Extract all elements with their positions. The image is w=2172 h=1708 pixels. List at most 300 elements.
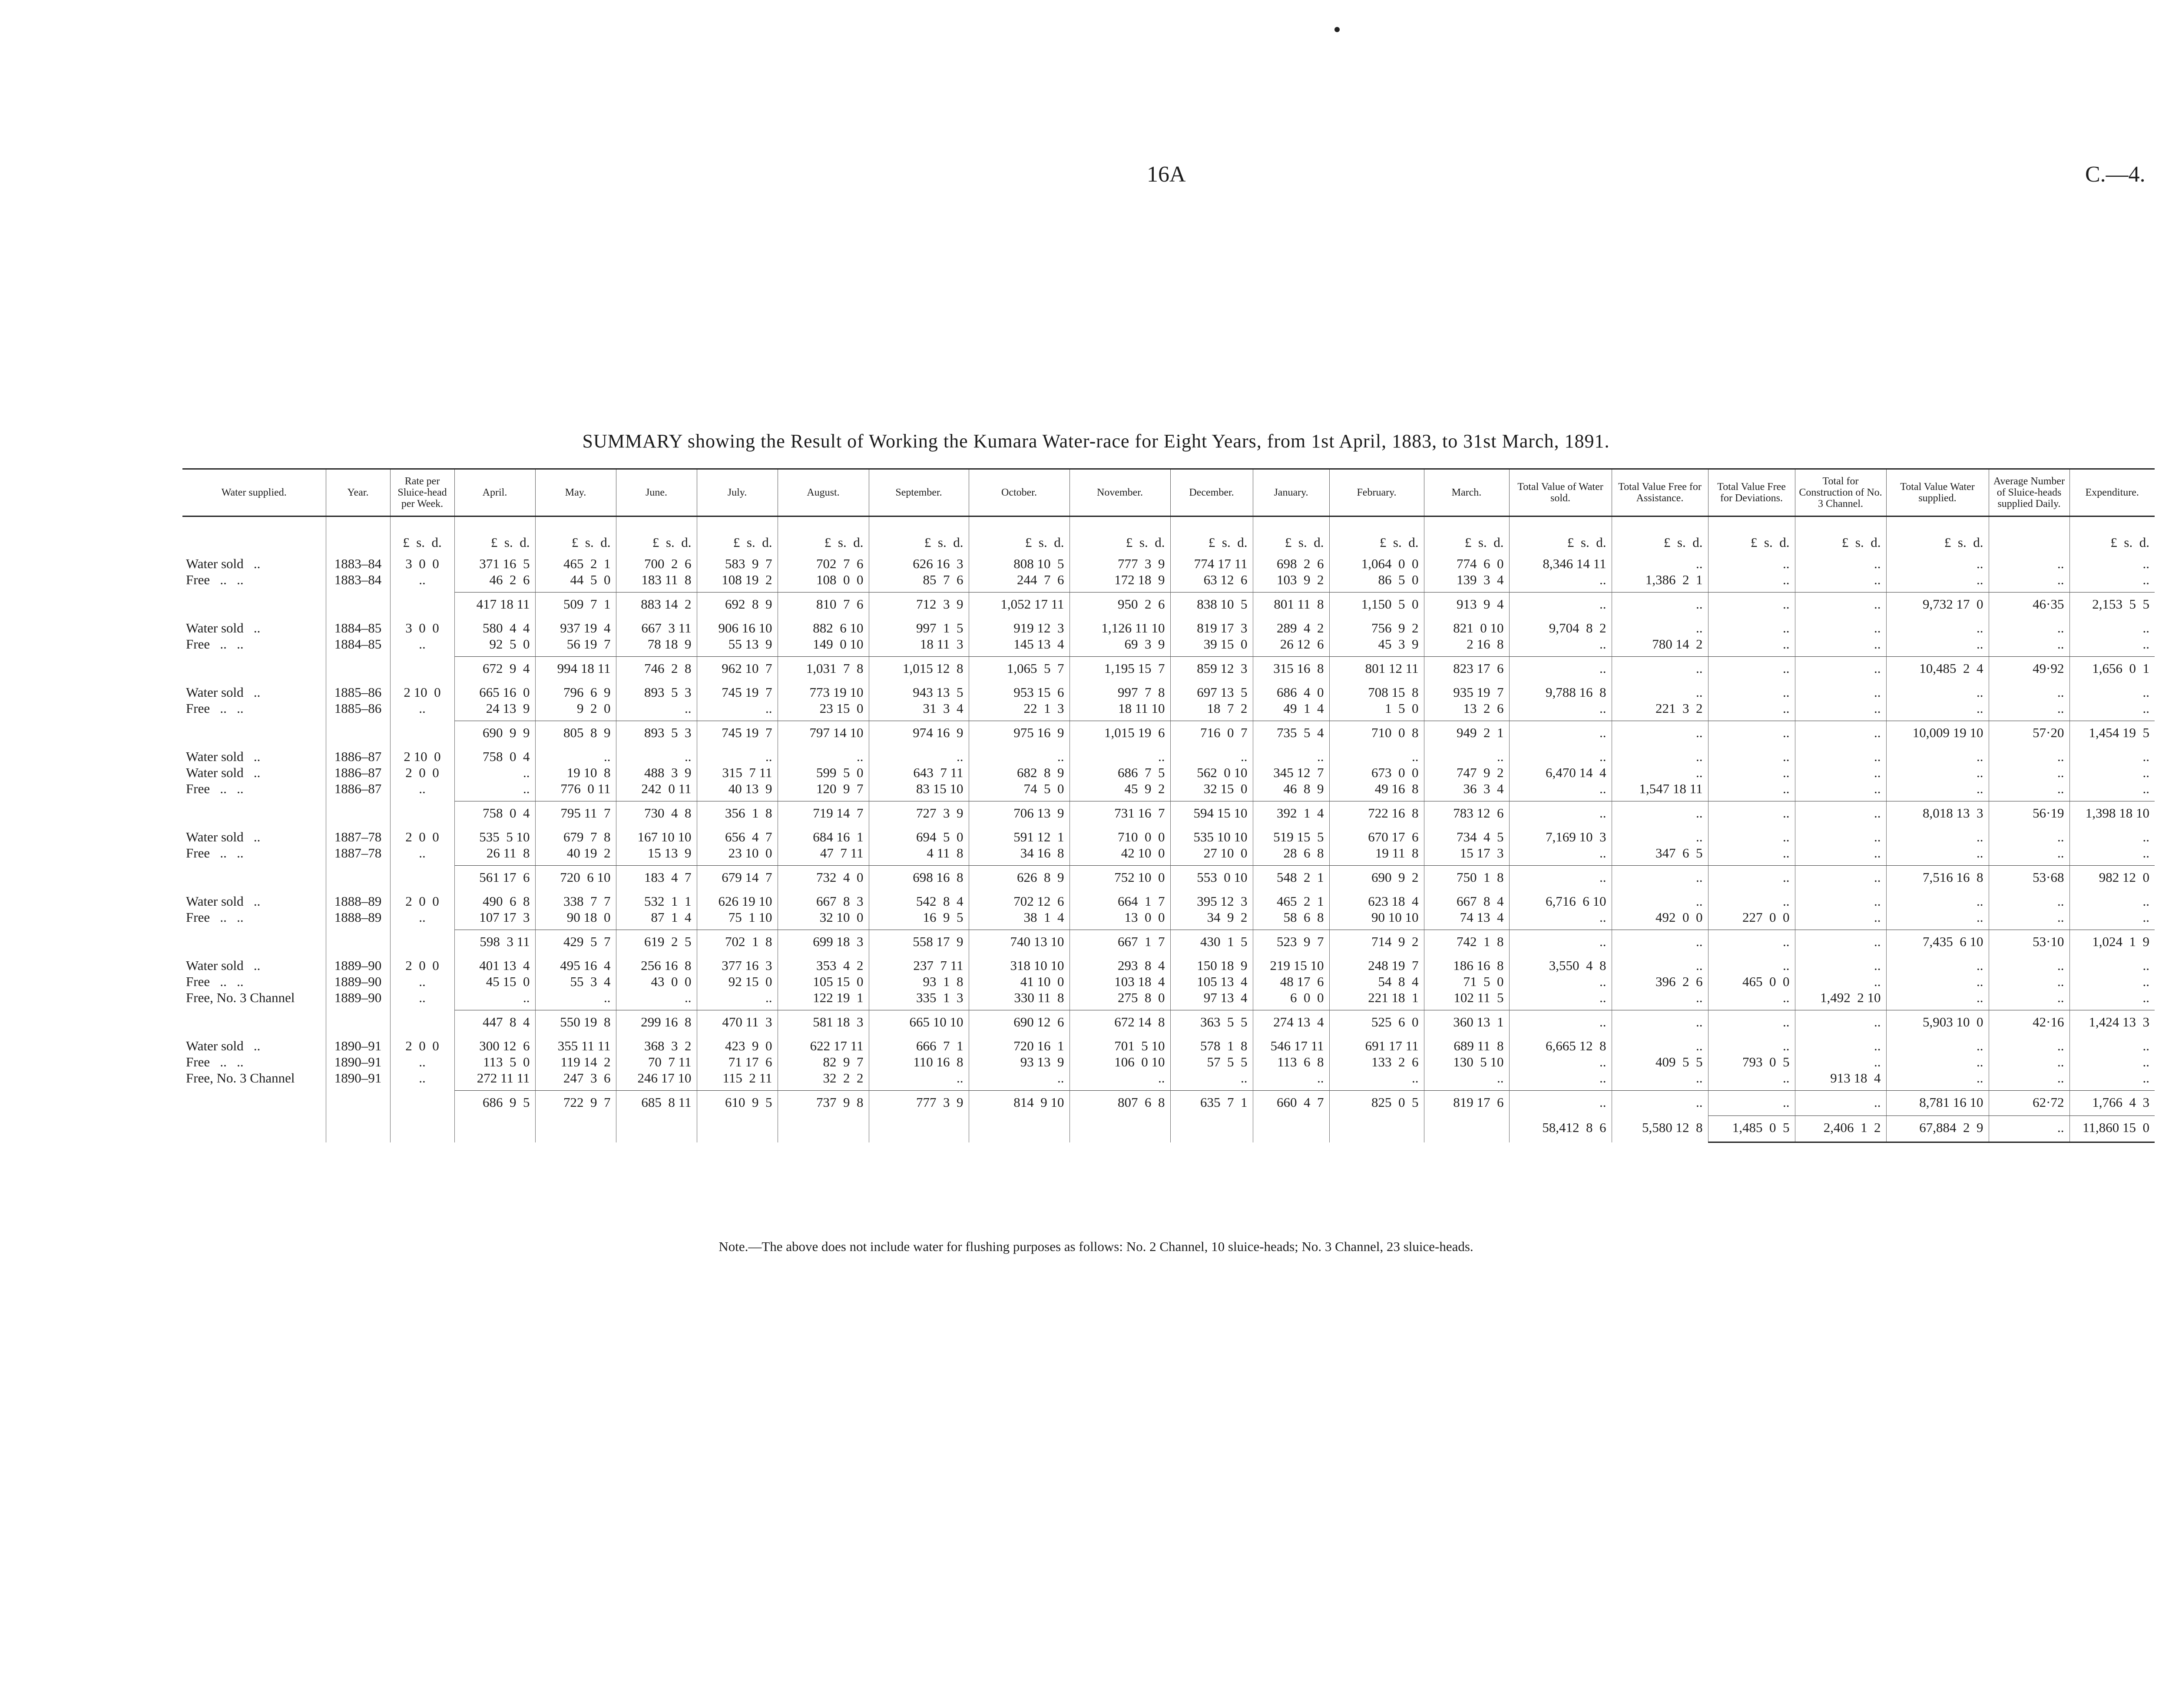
table-cell: 1886–87 1886–87 1886–87 (326, 746, 390, 801)
table-cell: 935 19 7 13 2 6 (1424, 682, 1509, 721)
table-cell: 356 1 8 (697, 801, 778, 827)
table-cell: Water sold .. Free .. .. (186, 829, 261, 861)
total-row (182, 930, 2155, 955)
table-cell: 670 17 6 19 11 8 (1329, 826, 1424, 866)
table-cell: 42·16 (1989, 1010, 2069, 1036)
table-cell: .. .. (1989, 682, 2069, 721)
table-cell: .. .. (1886, 826, 1989, 866)
table-cell: 702 12 6 38 1 4 (969, 890, 1069, 930)
table-cell: £ s. d. (869, 516, 969, 553)
table-cell: 509 7 1 (535, 593, 616, 618)
table-cell: 535 10 10 27 10 0 (1170, 826, 1253, 866)
table-cell: 702 7 6 108 0 0 (778, 553, 869, 593)
table-cell (1989, 516, 2069, 553)
table-cell: 994 18 11 (535, 657, 616, 682)
column-header: March. (1424, 469, 1509, 516)
table-cell: .. 465 0 0 .. (1708, 955, 1795, 1010)
table-cell (182, 801, 326, 827)
table-cell: .. 19 10 8 776 0 11 (535, 746, 616, 801)
table-cell: .. .. (1795, 617, 1886, 657)
table-cell: 893 5 3 .. (616, 682, 697, 721)
table-cell: .. (1795, 721, 1886, 746)
table-cell: 7,516 16 8 (1886, 866, 1989, 891)
table-cell: 953 15 6 22 1 3 (969, 682, 1069, 721)
table-cell: 710 0 0 42 10 0 (1069, 826, 1170, 866)
table-cell: 490 6 8 107 17 3 (454, 890, 535, 930)
table-cell: 722 16 8 (1329, 801, 1424, 827)
table-cell: 752 10 0 (1069, 866, 1170, 891)
table-cell: 535 5 10 26 11 8 (454, 826, 535, 866)
table-cell: .. (1708, 930, 1795, 955)
table-row (182, 1035, 2155, 1091)
table-cell: 2 10 0 2 0 0 .. (390, 746, 454, 801)
table-cell (390, 721, 454, 746)
table-cell: 656 4 7 23 10 0 (697, 826, 778, 866)
table-cell: 1,424 13 3 (2069, 1010, 2155, 1036)
table-cell: 664 1 7 13 0 0 (1069, 890, 1170, 930)
table-cell: 665 16 0 24 13 9 (454, 682, 535, 721)
column-header: June. (616, 469, 697, 516)
table-cell: 997 7 8 18 11 10 (1069, 682, 1170, 721)
table-cell: 256 16 8 43 0 0 .. (616, 955, 697, 1010)
table-cell: 248 19 7 54 8 4 221 18 1 (1329, 955, 1424, 1010)
table-cell: Water sold .. Free .. .. (186, 685, 261, 716)
table-cell: 697 13 5 18 7 2 (1170, 682, 1253, 721)
table-cell: 6,716 6 10 .. (1509, 890, 1612, 930)
table-cell: £ s. d. (1708, 516, 1795, 553)
table-cell (1329, 1116, 1424, 1142)
table-cell: 730 4 8 (616, 801, 697, 827)
table-cell: 666 7 1 110 16 8 .. (869, 1035, 969, 1091)
table-cell: 610 9 5 (697, 1091, 778, 1116)
table-cell: 8,346 14 11 .. (1509, 553, 1612, 593)
table-cell: 523 9 7 (1253, 930, 1329, 955)
table-cell: £ s. d. (778, 516, 869, 553)
table-cell: 49·92 (1989, 657, 2069, 682)
table-cell: 237 7 11 93 1 8 335 1 3 (869, 955, 969, 1010)
table-cell: 690 9 9 (454, 721, 535, 746)
table-cell: .. .. 1,492 2 10 (1795, 955, 1886, 1010)
table-cell: 783 12 6 (1424, 801, 1509, 827)
table-cell: .. 686 7 5 45 9 2 (1069, 746, 1170, 801)
table-cell: 777 3 9 (869, 1091, 969, 1116)
table-cell: .. .. (1795, 826, 1886, 866)
column-header: Expenditure. (2069, 469, 2155, 516)
table-cell: 525 6 0 (1329, 1010, 1424, 1036)
table-cell: 720 16 1 93 13 9 .. (969, 1035, 1069, 1091)
table-cell: 745 19 7 .. (697, 682, 778, 721)
table-cell: .. (1612, 593, 1708, 618)
table-cell: 9,788 16 8 .. (1509, 682, 1612, 721)
table-cell: 838 10 5 (1170, 593, 1253, 618)
table-cell: 706 13 9 (969, 801, 1069, 827)
table-cell: £ s. d. (1795, 516, 1886, 553)
table-cell: 714 9 2 (1329, 930, 1424, 955)
table-cell: 797 14 10 (778, 721, 869, 746)
table-cell: .. (1612, 657, 1708, 682)
table-cell: 447 8 4 (454, 1010, 535, 1036)
page-reference: C.—4. (2085, 162, 2146, 187)
table-cell (390, 930, 454, 955)
table-cell: 423 9 0 71 17 6 115 2 11 (697, 1035, 778, 1091)
table-cell: 1,015 19 6 (1069, 721, 1170, 746)
column-header: August. (778, 469, 869, 516)
table-cell: 679 7 8 40 19 2 (535, 826, 616, 866)
table-cell: 1,052 17 11 (969, 593, 1069, 618)
table-cell: 9,704 8 2 .. (1509, 617, 1612, 657)
table-cell (869, 1116, 969, 1142)
table-cell: .. .. 1,547 18 11 (1612, 746, 1708, 801)
table-cell (326, 1091, 390, 1116)
table-cell: 1,031 7 8 (778, 657, 869, 682)
table-cell: 2 0 0 .. (390, 890, 454, 930)
table-cell (182, 930, 326, 955)
table-cell: .. (1509, 1091, 1612, 1116)
table-cell: 690 9 2 (1329, 866, 1424, 891)
table-cell: .. .. .. (1989, 746, 2069, 801)
table-cell: 495 16 4 55 3 4 .. (535, 955, 616, 1010)
table-cell: 1,454 19 5 (2069, 721, 2155, 746)
table-cell: 377 16 3 92 15 0 .. (697, 955, 778, 1010)
table-cell: 774 17 11 63 12 6 (1170, 553, 1253, 593)
table-cell: Water sold .. Free .. .. (186, 620, 261, 652)
total-row (182, 801, 2155, 827)
table-cell (182, 657, 326, 682)
table-cell: 318 10 10 41 10 0 330 11 8 (969, 955, 1069, 1010)
total-row (182, 657, 2155, 682)
table-cell: .. .. .. (1886, 955, 1989, 1010)
table-cell: 859 12 3 (1170, 657, 1253, 682)
table-cell: £ s. d. (2069, 516, 2155, 553)
table-cell: 906 16 10 55 13 9 (697, 617, 778, 657)
table-cell: 1,064 0 0 86 5 0 (1329, 553, 1424, 593)
table-cell (778, 1116, 869, 1142)
table-row (182, 553, 2155, 593)
table-row (182, 826, 2155, 866)
table-cell (616, 1116, 697, 1142)
table-cell: 355 11 11 119 14 2 247 3 6 (535, 1035, 616, 1091)
table-cell: .. (1795, 866, 1886, 891)
column-header: Water supplied. (182, 469, 326, 516)
table-cell: 6,665 12 8 .. .. (1509, 1035, 1612, 1091)
table-cell: 982 12 0 (2069, 866, 2155, 891)
table-cell: .. 780 14 2 (1612, 617, 1708, 657)
table-cell: 363 5 5 (1170, 1010, 1253, 1036)
table-cell: .. 347 6 5 (1612, 826, 1708, 866)
table-cell: 708 15 8 1 5 0 (1329, 682, 1424, 721)
column-header: Total Value of Water sold. (1509, 469, 1612, 516)
table-cell: .. .. .. (1989, 955, 2069, 1010)
table-row (182, 890, 2155, 930)
table-cell: .. (1795, 657, 1886, 682)
table-cell: 919 12 3 145 13 4 (969, 617, 1069, 657)
table-cell: 975 16 9 (969, 721, 1069, 746)
table-cell: .. (1509, 721, 1612, 746)
table-cell: 702 1 8 (697, 930, 778, 955)
table-cell: 699 18 3 (778, 930, 869, 955)
table-cell: 581 18 3 (778, 1010, 869, 1036)
table-cell: .. 396 2 6 .. (1612, 955, 1708, 1010)
table-cell (1069, 1116, 1170, 1142)
table-cell: 67,884 2 9 (1886, 1116, 1989, 1142)
table-cell: £ s. d. (1509, 516, 1612, 553)
table-cell: .. .. .. (1886, 746, 1989, 801)
total-row (182, 1091, 2155, 1116)
table-cell: 690 12 6 (969, 1010, 1069, 1036)
table-cell: 2 0 0 .. (390, 826, 454, 866)
table-cell: £ s. d. (454, 516, 535, 553)
table-cell: 882 6 10 149 0 10 (778, 617, 869, 657)
table-cell: 740 13 10 (969, 930, 1069, 955)
table-cell: .. 345 12 7 46 8 9 (1253, 746, 1329, 801)
table-cell: 2,406 1 2 (1795, 1116, 1886, 1142)
table-cell: 672 14 8 (1069, 1010, 1170, 1036)
table-cell: .. .. (1708, 682, 1795, 721)
table-cell (697, 1116, 778, 1142)
table-cell: .. .. (2069, 682, 2155, 721)
total-row (182, 1010, 2155, 1036)
table-cell: .. (1708, 866, 1795, 891)
table-cell: 57·20 (1989, 721, 2069, 746)
table-cell: 796 6 9 9 2 0 (535, 682, 616, 721)
table-cell: 550 19 8 (535, 1010, 616, 1036)
table-cell: 542 8 4 16 9 5 (869, 890, 969, 930)
table-cell: .. 488 3 9 242 0 11 (616, 746, 697, 801)
table-row (182, 746, 2155, 801)
table-cell (390, 593, 454, 618)
table-cell: 686 4 0 49 1 4 (1253, 682, 1329, 721)
table-cell (390, 1091, 454, 1116)
table-cell: £ s. d. (390, 516, 454, 553)
table-cell: 685 8 11 (616, 1091, 697, 1116)
table-cell: 774 6 0 139 3 4 (1424, 553, 1509, 593)
table-cell: 692 8 9 (697, 593, 778, 618)
table-row (182, 955, 2155, 1010)
table-cell: 694 5 0 4 11 8 (869, 826, 969, 866)
table-cell: 626 19 10 75 1 10 (697, 890, 778, 930)
table-cell: £ s. d. (1069, 516, 1170, 553)
table-cell: 801 11 8 (1253, 593, 1329, 618)
table-cell: .. .. .. (2069, 1035, 2155, 1091)
table-cell: 698 2 6 103 9 2 (1253, 553, 1329, 593)
table-cell: 360 13 1 (1424, 1010, 1509, 1036)
table-cell: 937 19 4 56 19 7 (535, 617, 616, 657)
table-cell (182, 721, 326, 746)
table-cell: 430 1 5 (1170, 930, 1253, 955)
table-cell (390, 657, 454, 682)
table-cell: 10,009 19 10 (1886, 721, 1989, 746)
table-cell: 722 9 7 (535, 1091, 616, 1116)
table-cell: £ s. d. (1170, 516, 1253, 553)
table-cell: 8,018 13 3 (1886, 801, 1989, 827)
page-number: 16A (1147, 162, 1186, 187)
column-header: September. (869, 469, 969, 516)
table-cell: 5,903 10 0 (1886, 1010, 1989, 1036)
table-cell: 667 8 4 74 13 4 (1424, 890, 1509, 930)
table-cell: 62·72 (1989, 1091, 2069, 1116)
table-cell: 756 9 2 45 3 9 (1329, 617, 1424, 657)
table-cell: 1887–78 1887–78 (326, 826, 390, 866)
summary-table (182, 468, 2155, 1143)
table-row (182, 682, 2155, 721)
table-cell (326, 593, 390, 618)
table-cell: 622 17 11 82 9 7 32 2 2 (778, 1035, 869, 1091)
table-cell: 5,580 12 8 (1612, 1116, 1708, 1142)
table-cell: 819 17 6 (1424, 1091, 1509, 1116)
table-cell: 289 4 2 26 12 6 (1253, 617, 1329, 657)
table-cell: 1,398 18 10 (2069, 801, 2155, 827)
table-cell: .. .. (1708, 617, 1795, 657)
table-cell: 392 1 4 (1253, 801, 1329, 827)
table-cell: 7,169 10 3 .. (1509, 826, 1612, 866)
table-cell (326, 657, 390, 682)
table-cell: 274 13 4 (1253, 1010, 1329, 1036)
table-cell: .. .. (1989, 553, 2069, 593)
table-cell: 2 0 0 .. .. (390, 1035, 454, 1091)
table-cell: .. (1795, 930, 1886, 955)
table-cell: 1889–90 1889–90 1889–90 (326, 955, 390, 1010)
table-cell: .. (1509, 801, 1612, 827)
column-header: Average Number of Sluice-heads supplied Daily. (1989, 469, 2069, 516)
table-cell: 1,766 4 3 (2069, 1091, 2155, 1116)
table-cell: 578 1 8 57 5 5 .. (1170, 1035, 1253, 1091)
table-cell: 532 1 1 87 1 4 (616, 890, 697, 930)
table-cell: .. (1708, 657, 1795, 682)
table-cell: 470 11 3 (697, 1010, 778, 1036)
table-cell: .. .. 913 18 4 (1795, 1035, 1886, 1091)
table-cell: 689 11 8 130 5 10 .. (1424, 1035, 1509, 1091)
column-header: Rate per Sluice-head per Week. (390, 469, 454, 516)
table-cell: 962 10 7 (697, 657, 778, 682)
table-cell: 635 7 1 (1170, 1091, 1253, 1116)
table-cell (326, 721, 390, 746)
table-cell: .. (1509, 657, 1612, 682)
table-cell: 672 9 4 (454, 657, 535, 682)
table-cell: 371 16 5 46 2 6 (454, 553, 535, 593)
table-body (182, 516, 2155, 1142)
table-cell: £ s. d. (616, 516, 697, 553)
table-cell: .. .. (1886, 617, 1989, 657)
table-cell: 742 1 8 (1424, 930, 1509, 955)
table-cell: 338 7 7 90 18 0 (535, 890, 616, 930)
table-cell: .. .. .. (2069, 746, 2155, 801)
table-cell: .. .. (1795, 682, 1886, 721)
table-cell: .. 643 7 11 83 15 10 (869, 746, 969, 801)
table-cell: 913 9 4 (1424, 593, 1509, 618)
table-cell (1253, 1116, 1329, 1142)
table-cell: 719 14 7 (778, 801, 869, 827)
table-cell: .. 227 0 0 (1708, 890, 1795, 930)
table-cell: Water sold .. Free .. .. Free, No. 3 Channel (186, 1038, 295, 1086)
table-cell: 746 2 8 (616, 657, 697, 682)
table-cell: .. (1509, 930, 1612, 955)
table-cell (182, 1091, 326, 1116)
table-cell: .. (1509, 866, 1612, 891)
table-cell: .. .. (1989, 890, 2069, 930)
table-cell (535, 1116, 616, 1142)
table-cell: 9,732 17 0 (1886, 593, 1989, 618)
table-cell: 805 8 9 (535, 721, 616, 746)
table-cell: .. 315 7 11 40 13 9 (697, 746, 778, 801)
table-cell: 1890–91 1890–91 1890–91 (326, 1035, 390, 1091)
table-cell (969, 1116, 1069, 1142)
table-cell: 8,781 16 10 (1886, 1091, 1989, 1116)
units-row (182, 516, 2155, 553)
table-cell: 583 9 7 108 19 2 (697, 553, 778, 593)
table-cell: 561 17 6 (454, 866, 535, 891)
table-cell: 974 16 9 (869, 721, 969, 746)
table-cell (182, 593, 326, 618)
table-cell: Water sold .. Free .. .. (186, 556, 261, 587)
table-cell: .. 562 0 10 32 15 0 (1170, 746, 1253, 801)
table-cell: 53·10 (1989, 930, 2069, 955)
table-cell: 1,195 15 7 (1069, 657, 1170, 682)
table-cell (182, 1116, 326, 1142)
table-cell: 626 16 3 85 7 6 (869, 553, 969, 593)
table-title: SUMMARY showing the Result of Working the Kumara Water-race for Eight Years, from 1st April, 1883, to 31st March, 1891. (582, 430, 1610, 452)
table-cell: Water sold .. Water sold .. Free .. .. (186, 749, 261, 796)
table-cell (1424, 1116, 1509, 1142)
table-cell: .. (1612, 721, 1708, 746)
table-cell: 684 16 1 47 7 11 (778, 826, 869, 866)
table-cell: 716 0 7 (1170, 721, 1253, 746)
table-cell: .. .. (1795, 553, 1886, 593)
table-cell: £ s. d. (1886, 516, 1989, 553)
table-cell: .. 599 5 0 120 9 7 (778, 746, 869, 801)
table-cell: 598 3 11 (454, 930, 535, 955)
table-cell: 1883–84 1883–84 (326, 553, 390, 593)
table-cell: 701 5 10 106 0 10 .. (1069, 1035, 1170, 1091)
table-cell: 3 0 0 .. (390, 617, 454, 657)
table-cell: £ s. d. (1329, 516, 1424, 553)
table-cell: 1,024 1 9 (2069, 930, 2155, 955)
table-cell: 825 0 5 (1329, 1091, 1424, 1116)
table-cell: 626 8 9 (969, 866, 1069, 891)
table-cell: 679 14 7 (697, 866, 778, 891)
table-cell: 893 5 3 (616, 721, 697, 746)
table-cell: 1,126 11 10 69 3 9 (1069, 617, 1170, 657)
table-cell (390, 801, 454, 827)
table-cell: .. .. .. (2069, 955, 2155, 1010)
table-cell (390, 1010, 454, 1036)
table-cell: 691 17 11 133 2 6 .. (1329, 1035, 1424, 1091)
table-cell: 10,485 2 4 (1886, 657, 1989, 682)
table-cell: 997 1 5 18 11 3 (869, 617, 969, 657)
table-cell: 731 16 7 (1069, 801, 1170, 827)
column-header: July. (697, 469, 778, 516)
column-header: Total Value Free for Deviations. (1708, 469, 1795, 516)
table-cell (326, 1010, 390, 1036)
table-cell: Water sold .. Free .. .. (186, 894, 261, 925)
table-cell: 465 2 1 58 6 8 (1253, 890, 1329, 930)
table-cell: .. (1612, 1091, 1708, 1116)
grand-total-row (182, 1116, 2155, 1142)
table-cell: .. (1795, 1010, 1886, 1036)
table-cell (326, 801, 390, 827)
table-cell (326, 930, 390, 955)
table-cell: .. 793 0 5 .. (1708, 1035, 1795, 1091)
table-cell: 821 0 10 2 16 8 (1424, 617, 1509, 657)
table-cell: 56·19 (1989, 801, 2069, 827)
table-cell: 167 10 10 15 13 9 (616, 826, 697, 866)
table-cell: 819 17 3 39 15 0 (1170, 617, 1253, 657)
column-header: April. (454, 469, 535, 516)
table-cell: 950 2 6 (1069, 593, 1170, 618)
table-cell: .. 492 0 0 (1612, 890, 1708, 930)
table-cell: 2 10 0 .. (390, 682, 454, 721)
table-cell: 720 6 10 (535, 866, 616, 891)
table-cell: .. 221 3 2 (1612, 682, 1708, 721)
